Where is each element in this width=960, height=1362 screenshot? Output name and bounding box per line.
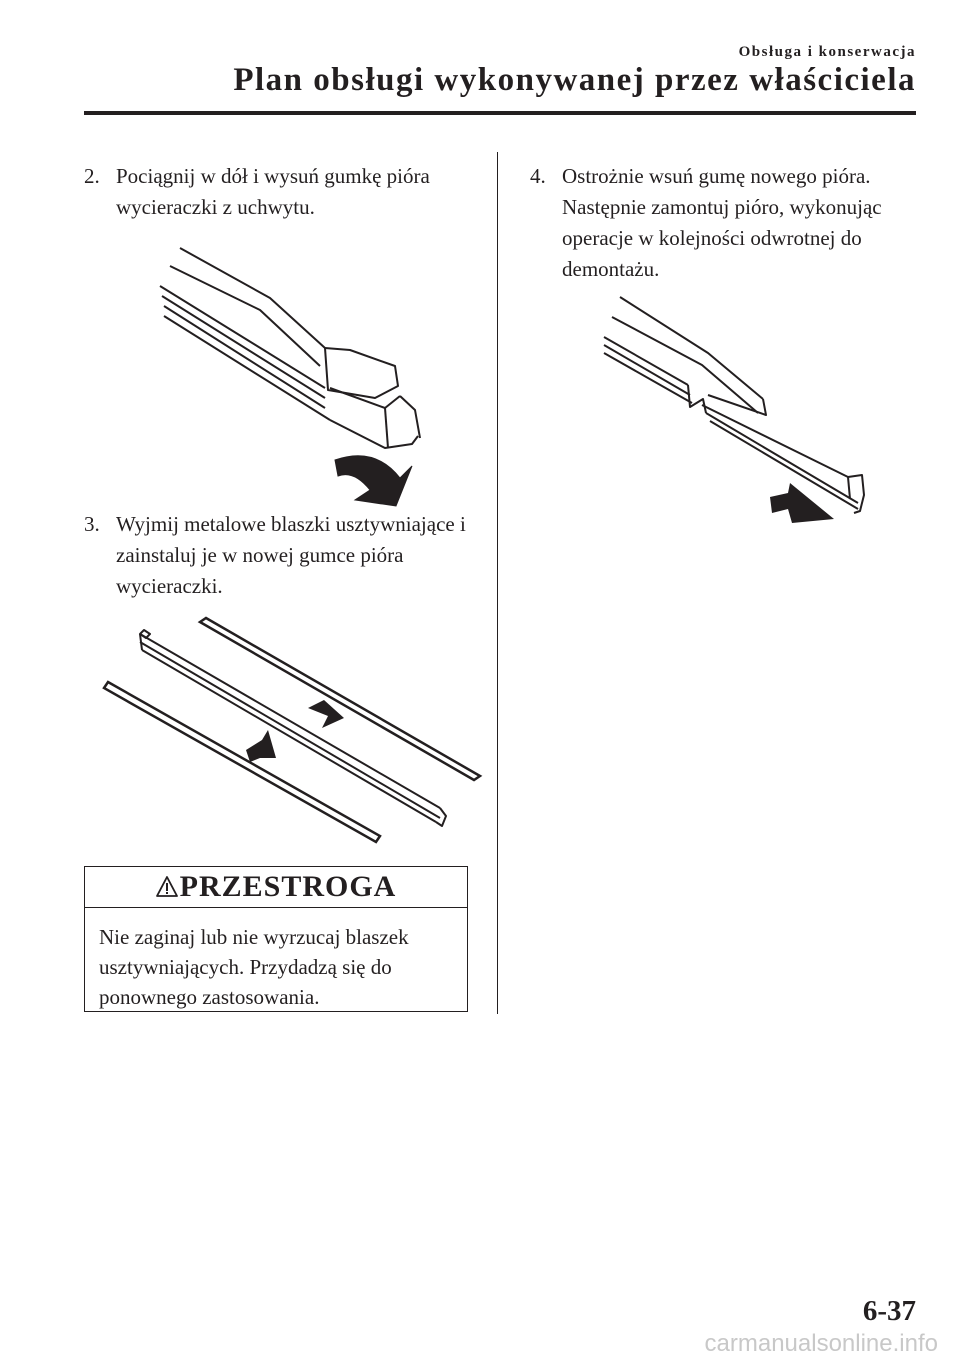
column-divider — [497, 152, 498, 1014]
warning-triangle-icon — [156, 876, 178, 898]
caution-box — [84, 866, 468, 1012]
section-heading: Obsługa i konserwacja — [738, 44, 916, 60]
step-2 — [84, 161, 484, 223]
watermark: carmanualsonline.info — [704, 1330, 938, 1357]
arrow-right-icon — [246, 730, 276, 762]
step-text: Wyjmij metalowe blaszki usztywniające i zainstaluj je w nowej gumce pióra wycieraczki. — [116, 512, 466, 598]
arrow-left-icon — [308, 700, 344, 728]
step-text: Pociągnij w dół i wysuń gumkę pióra wycieraczki z uchwytu. — [116, 164, 430, 219]
caution-text: Nie zaginaj lub nie wyrzucaj blaszek usztywniających. Przydadzą się do ponownego zastosowania. — [99, 925, 409, 1009]
step-4 — [530, 161, 920, 285]
stiffener-insert-illustration — [100, 612, 490, 850]
arrow-down-icon — [335, 456, 412, 506]
step-text: Ostrożnie wsuń gumę nowego pióra. Następnie zamontuj pióro, wykonując operacje w kolejności odwrotnej do demontażu. — [562, 164, 882, 281]
caution-title: PRZESTROGA — [179, 870, 397, 903]
page-number: 6-37 — [862, 1295, 916, 1327]
caution-header — [85, 867, 467, 908]
step-number: 3. — [84, 512, 100, 536]
wiper-reinstall-illustration — [598, 295, 878, 535]
header-rule — [84, 111, 916, 115]
page-title: Plan obsługi wykonywanej przez właściciela — [233, 62, 916, 98]
step-number: 2. — [84, 164, 100, 188]
step-3 — [84, 509, 484, 602]
step-number: 4. — [530, 164, 546, 188]
wiper-pull-out-illustration — [150, 238, 440, 510]
